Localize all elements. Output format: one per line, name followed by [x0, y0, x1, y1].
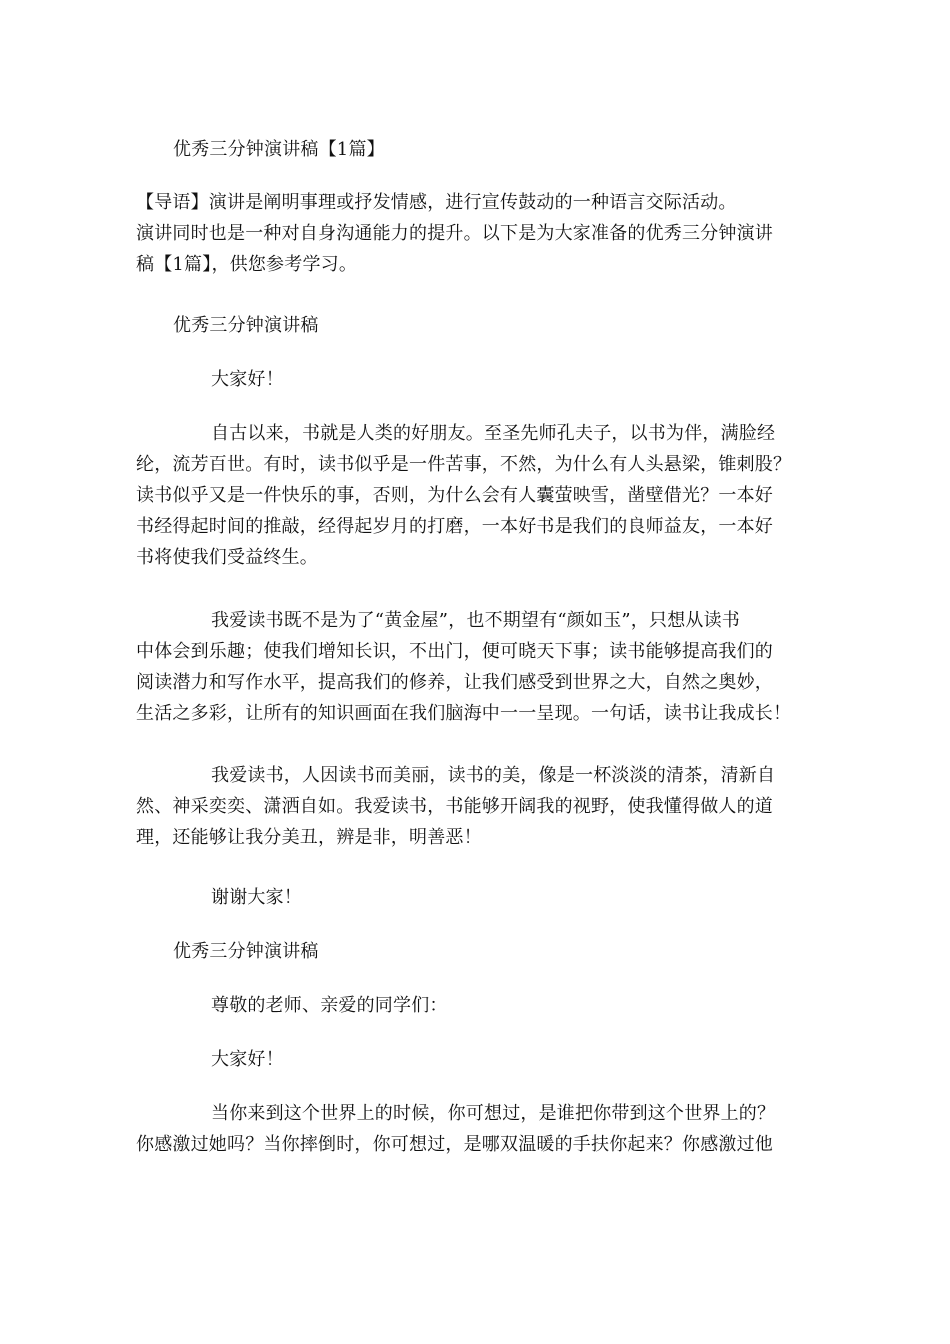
speech1-greeting: 大家好！: [211, 369, 284, 390]
paragraph-line: 阅读潜力和写作水平，提高我们的修养，让我们感受到世界之大，自然之奥妙，: [136, 672, 773, 693]
paragraph-line: 生活之多彩，让所有的知识画面在我们脑海中一一呈现。一句话，读书让我成长！: [136, 703, 792, 724]
speech2-greeting: 大家好！: [211, 1049, 284, 1070]
paragraph-line: 读书似乎又是一件快乐的事，否则，为什么会有人囊萤映雪，凿壁借光？一本好: [136, 485, 773, 506]
paragraph-line: 然、神采奕奕、潇洒自如。我爱读书，书能够开阔我的视野，使我懂得做人的道: [136, 796, 773, 817]
speech1-paragraph-1: [136, 418, 791, 573]
paragraph-line: 中体会到乐趣；使我们增知长识，不出门，便可晓天下事；读书能够提高我们的: [136, 641, 773, 662]
intro-paragraph: [136, 187, 773, 280]
paragraph-line: 纶，流芳百世。有时，读书似乎是一件苦事，不然，为什么有人头悬梁，锥刺股？: [136, 454, 792, 475]
paragraph-line: 当你来到这个世界上的时候，你可想过，是谁把你带到这个世界上的？: [211, 1103, 776, 1124]
speech1-paragraph-3: [136, 760, 775, 853]
intro-line: 演讲同时也是一种对自身沟通能力的提升。以下是为大家准备的优秀三分钟演讲: [136, 223, 773, 244]
speech1-paragraph-2: [136, 605, 791, 729]
paragraph-line: 书经得起时间的推敲，经得起岁月的打磨，一本好书是我们的良师益友，一本好: [136, 516, 773, 537]
paragraph-line: 自古以来，书就是人类的好朋友。至圣先师孔夫子，以书为伴，满脸经: [211, 423, 776, 444]
intro-line: 稿【1篇】，供您参考学习。: [136, 254, 358, 275]
speech1-heading: 优秀三分钟演讲稿: [173, 315, 319, 336]
paragraph-line: 我爱读书，人因读书而美丽，读书的美，像是一杯淡淡的清茶，清新自: [211, 765, 776, 786]
paragraph-line: 书将使我们受益终生。: [136, 547, 318, 568]
speech1-closing: 谢谢大家！: [211, 887, 302, 908]
speech2-heading: 优秀三分钟演讲稿: [173, 941, 319, 962]
intro-line: 【导语】演讲是阐明事理或抒发情感，进行宣传鼓动的一种语言交际活动。: [136, 192, 737, 213]
paragraph-line: 你感激过她吗？当你摔倒时，你可想过，是哪双温暖的手扶你起来？你感激过他: [136, 1134, 773, 1155]
speech2-paragraph-1: [136, 1098, 775, 1160]
paragraph-line: 理，还能够让我分美丑，辨是非，明善恶！: [136, 827, 482, 848]
paragraph-line: 我爱读书既不是为了“黄金屋”，也不期望有“颜如玉”，只想从读书: [211, 610, 741, 631]
document-title: 优秀三分钟演讲稿【1篇】: [173, 139, 385, 160]
speech2-salutation: 尊敬的老师、亲爱的同学们：: [211, 995, 448, 1016]
